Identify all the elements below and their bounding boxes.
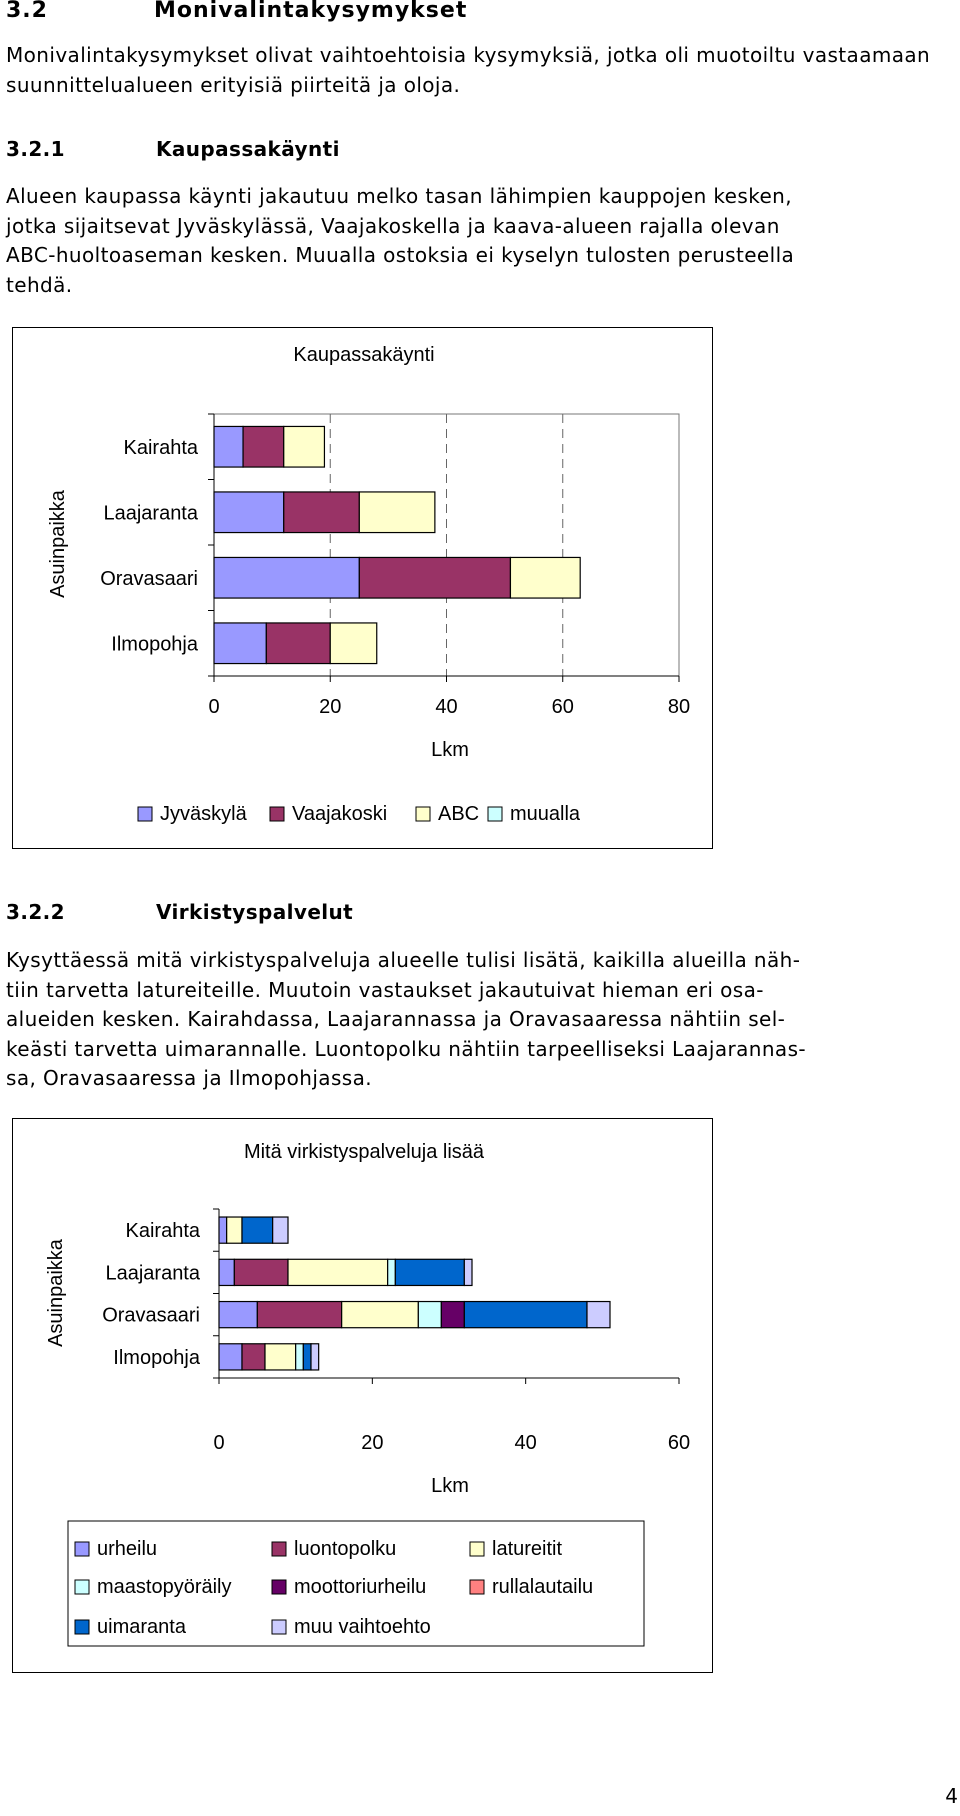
x-tick-label: 60 — [667, 1432, 691, 1454]
bar-muu-vaihtoehto-ilmopohja — [311, 1344, 319, 1370]
intro-paragraph: Monivalintakysymykset olivat vaihtoehtoisia kysymyksiä, jotka oli muotoiltu vastaamaan suunnittelualueen erityisiä piirteitä ja oloja. — [6, 43, 931, 97]
legend-swatch-muualla — [488, 807, 502, 821]
bar-vaajakoski-kairahta — [243, 426, 284, 467]
bar-uimaranta-ilmopohja — [303, 1344, 311, 1370]
legend-label-maastopyöräily: maastopyöräily — [97, 1576, 232, 1598]
subsection-number: 3.2.1 — [6, 137, 65, 161]
paragraph-line: jotka sijaitsevat Jyväskylässä, Vaajakoskella ja kaava-alueen rajalla olevan — [6, 213, 780, 238]
bar-maastopyöräily-ilmopohja — [296, 1344, 304, 1370]
bar-jyväskylä-laajaranta — [214, 492, 284, 533]
category-label: Kairahta — [125, 1220, 200, 1243]
bar-maastopyöräily-laajaranta — [388, 1259, 396, 1285]
x-tick-label: 80 — [667, 696, 691, 718]
bar-uimaranta-kairahta — [242, 1217, 273, 1243]
bar-latureitit-ilmopohja — [265, 1344, 296, 1370]
paragraph-2 — [6, 946, 956, 1094]
bar-luontopolku-ilmopohja — [242, 1344, 265, 1370]
bar-muu-vaihtoehto-kairahta — [273, 1217, 288, 1243]
recreation-chart — [12, 1118, 713, 1673]
category-label: Laajaranta — [103, 502, 198, 525]
legend-label-jyväskylä: Jyväskylä — [160, 803, 247, 825]
bar-jyväskylä-kairahta — [214, 426, 243, 467]
bar-jyväskylä-oravasaari — [214, 557, 359, 598]
bar-latureitit-laajaranta — [288, 1259, 388, 1285]
x-tick-label: 20 — [361, 1432, 384, 1454]
bar-urheilu-laajaranta — [219, 1259, 234, 1285]
section-number: 3.2 — [6, 0, 48, 23]
category-label: Oravasaari — [100, 567, 198, 590]
x-axis-label: Lkm — [431, 739, 469, 761]
paragraph-line: tiin tarvetta latureiteille. Muutoin vastaukset jakautuivat hieman eri osa- — [6, 977, 764, 1002]
page-number: 4 — [945, 1784, 958, 1808]
bar-maastopyöräily-oravasaari — [418, 1302, 441, 1328]
bar-muu-vaihtoehto-oravasaari — [587, 1302, 610, 1328]
section-heading — [6, 0, 467, 23]
paragraph-line: ABC-huoltoaseman kesken. Muualla ostoksia ei kyselyn tulosten perusteella — [6, 243, 795, 267]
category-label: Ilmopohja — [111, 633, 198, 656]
bar-muu-vaihtoehto-laajaranta — [464, 1259, 472, 1285]
legend-label-muualla: muualla — [510, 803, 581, 825]
category-label: Oravasaari — [102, 1304, 200, 1327]
bar-abc-laajaranta — [359, 492, 435, 533]
x-axis-label: Lkm — [431, 1475, 469, 1497]
bar-abc-ilmopohja — [330, 623, 377, 664]
x-tick-label: 0 — [208, 696, 220, 718]
bar-abc-oravasaari — [510, 557, 580, 598]
legend-label-abc: ABC — [438, 803, 480, 825]
x-tick-label: 20 — [319, 696, 342, 718]
category-label: Kairahta — [123, 436, 198, 459]
bar-uimaranta-oravasaari — [464, 1302, 587, 1328]
bar-urheilu-oravasaari — [219, 1302, 257, 1328]
paragraph-line: alueiden kesken. Kairahdassa, Laajarannassa ja Oravasaaressa nähtiin sel- — [6, 1007, 786, 1031]
legend-swatch-uimaranta — [75, 1620, 89, 1634]
legend-swatch-latureitit — [470, 1542, 484, 1556]
bar-latureitit-oravasaari — [342, 1302, 419, 1328]
paragraph-line: tehdä. — [6, 272, 73, 297]
paragraph-line: keästi tarvetta uimarannalle. Luontopolku nähtiin tarpeelliseksi Laajarannas- — [6, 1036, 807, 1061]
paragraph-1 — [6, 182, 956, 300]
bar-luontopolku-laajaranta — [234, 1259, 288, 1285]
paragraph-line: Kysyttäessä mitä virkistyspalveluja alueelle tulisi lisätä, kaikilla alueilla näh- — [6, 948, 801, 972]
legend-label-uimaranta: uimaranta — [97, 1616, 186, 1638]
legend-label-latureitit: latureitit — [492, 1538, 563, 1560]
subsection-heading-2 — [6, 900, 353, 924]
legend-label-vaajakoski: Vaajakoski — [292, 803, 388, 825]
subsection-number: 3.2.2 — [6, 900, 65, 924]
x-tick-label: 40 — [435, 696, 458, 718]
category-label: Laajaranta — [105, 1262, 200, 1285]
legend-swatch-luontopolku — [272, 1542, 286, 1556]
bar-uimaranta-laajaranta — [395, 1259, 464, 1285]
legend-swatch-moottoriurheilu — [272, 1580, 286, 1594]
chart-title: Kaupassakäynti — [293, 344, 435, 366]
legend-swatch-abc — [416, 807, 430, 821]
subsection-title: Virkistyspalvelut — [156, 900, 354, 924]
bar-urheilu-kairahta — [219, 1217, 227, 1243]
bar-abc-kairahta — [284, 426, 325, 467]
bar-vaajakoski-laajaranta — [284, 492, 360, 533]
x-tick-label: 40 — [514, 1432, 537, 1454]
y-axis-label: Asuinpaikka — [45, 1239, 67, 1347]
legend-swatch-muu-vaihtoehto — [272, 1620, 286, 1634]
legend-swatch-urheilu — [75, 1542, 89, 1556]
legend-label-moottoriurheilu: moottoriurheilu — [294, 1576, 427, 1598]
legend-swatch-jyväskylä — [138, 807, 152, 821]
shopping-chart — [12, 327, 713, 849]
bar-urheilu-ilmopohja — [219, 1344, 242, 1370]
paragraph-line: sa, Oravasaaressa ja Ilmopohjassa. — [6, 1066, 372, 1090]
legend-label-urheilu: urheilu — [97, 1538, 158, 1560]
legend-label-luontopolku: luontopolku — [294, 1538, 397, 1560]
legend-swatch-rullalautailu — [470, 1580, 484, 1594]
legend-swatch-maastopyöräily — [75, 1580, 89, 1594]
category-label: Ilmopohja — [113, 1346, 200, 1369]
legend-label-rullalautailu: rullalautailu — [492, 1576, 594, 1598]
legend-swatch-vaajakoski — [270, 807, 284, 821]
chart-title: Mitä virkistyspalveluja lisää — [243, 1141, 485, 1163]
x-tick-label: 60 — [551, 696, 574, 718]
bar-luontopolku-oravasaari — [257, 1302, 341, 1328]
bar-moottoriurheilu-oravasaari — [441, 1302, 464, 1328]
y-axis-label: Asuinpaikka — [47, 490, 69, 598]
paragraph-line: Alueen kaupassa käynti jakautuu melko tasan lähimpien kauppojen kesken, — [6, 184, 793, 208]
subsection-heading-1 — [6, 137, 340, 161]
bar-jyväskylä-ilmopohja — [214, 623, 266, 664]
bar-vaajakoski-oravasaari — [359, 557, 510, 598]
bar-vaajakoski-ilmopohja — [266, 623, 330, 664]
bar-latureitit-kairahta — [227, 1217, 242, 1243]
x-tick-label: 0 — [213, 1432, 225, 1454]
section-title: Monivalintakysymykset — [154, 0, 468, 23]
subsection-title: Kaupassakäynti — [156, 137, 340, 161]
legend-label-muu-vaihtoehto: muu vaihtoehto — [294, 1616, 431, 1638]
